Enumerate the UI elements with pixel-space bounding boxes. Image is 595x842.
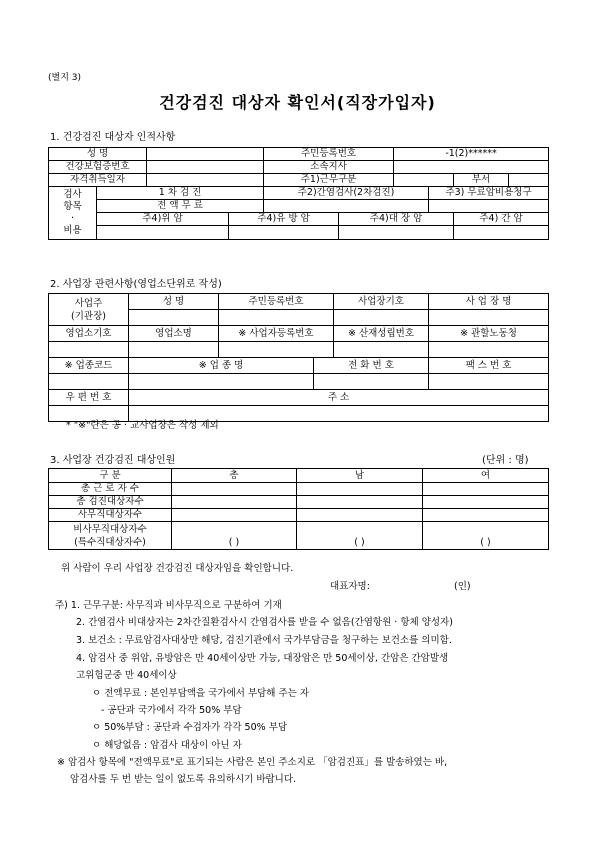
office-target-female[interactable] — [423, 509, 549, 522]
owner-name-value[interactable] — [129, 310, 219, 326]
business-symbol-value[interactable] — [334, 310, 429, 326]
owner-resident-no-value[interactable] — [219, 310, 334, 326]
industry-name-value[interactable] — [129, 374, 314, 390]
representative-label: 대표자명: — [330, 581, 370, 592]
industry-code-value[interactable] — [49, 374, 129, 390]
section-1-heading: 1. 건강검진 대상자 인적사항 — [50, 132, 176, 143]
name-value[interactable] — [147, 148, 264, 161]
half-pay-bullet: ㅇ 50%부담 : 공단과 수검자가 각각 50% 부담 — [92, 722, 288, 733]
branch-value[interactable] — [394, 161, 549, 174]
accident-insurance-no-value[interactable] — [334, 342, 429, 358]
colon-cancer-label: 주4)대 장 암 — [339, 213, 454, 226]
note-2: 2. 간염검사 비대상자는 2차간질환검사시 간염검사를 받을 수 없음(간염항원 · 항체 양성자) — [76, 617, 453, 628]
note-1: 주) 1. 근무구분: 사무직과 비사무직으로 구분하여 기재 — [55, 600, 282, 611]
zip-label: 우 편 번 호 — [49, 390, 129, 406]
office-target-label: 사무직대상자수 — [49, 509, 172, 522]
note-4-line-1: 4. 암검사 중 위암, 유방암은 만 40세이상만 가능, 대장암은 만 50세이상, 간암은 간암발생 — [76, 653, 449, 664]
breast-cancer-label: 주4)유 방 암 — [229, 213, 339, 226]
reminder-line-2: 암검사를 두 번 받는 일이 없도록 유의하시기 바랍니다. — [70, 774, 297, 785]
target-headcount-table — [48, 468, 549, 550]
business-symbol-label: 사업장기호 — [334, 294, 429, 310]
labor-office-value[interactable] — [429, 342, 549, 358]
dept-value[interactable] — [509, 174, 549, 187]
phone-label: 전 화 번 호 — [314, 358, 429, 374]
phone-value[interactable] — [314, 374, 429, 390]
section-3-heading: 3. 사업장 건강검진 대상인원 — [50, 455, 176, 466]
industry-code-label: ※ 업종코드 — [49, 358, 129, 374]
female-header: 여 — [423, 469, 549, 483]
nonoffice-target-label: 비사무직대상자수 (특수직대상자수) — [49, 522, 172, 550]
liver-cancer-value[interactable] — [454, 226, 549, 240]
total-target-label: 총 검진대상자수 — [49, 496, 172, 509]
worker-type-label: 주1)근무구분 — [264, 174, 394, 187]
full-free-label: 전 액 무 료 — [97, 200, 264, 213]
male-header: 남 — [297, 469, 423, 483]
total-target-male[interactable] — [297, 496, 423, 509]
accident-insurance-no-label: ※ 산재성립번호 — [334, 326, 429, 342]
colon-cancer-value[interactable] — [339, 226, 454, 240]
seal-label: (인) — [454, 581, 471, 592]
resident-no-value[interactable]: -1(2)****** — [394, 148, 549, 161]
resident-no-label: 주민등록번호 — [264, 148, 394, 161]
office-name-value[interactable] — [129, 342, 219, 358]
office-name-label: 영업소명 — [129, 326, 219, 342]
reminder-line-1: ※ 암검사 항목에 "전액무료"로 표기되는 사람은 본인 주소지로 「암검진표」를 발송하였는 바, — [57, 757, 448, 768]
office-target-total[interactable] — [172, 509, 297, 522]
free-cancer-claim-label: 주3) 무료암비용청구 — [429, 187, 549, 200]
note-3: 3. 보건소 : 무료암검사대상만 해당, 검진기관에서 국가부담금을 청구하는 보건소를 의미함. — [76, 635, 452, 646]
total-workers-label: 총 근 로 자 수 — [49, 483, 172, 496]
business-reg-no-label: ※ 사업자등록번호 — [219, 326, 334, 342]
owner-name-label: 성 명 — [129, 294, 219, 310]
qualification-date-label: 자격취득일자 — [49, 174, 147, 187]
exam-items-label: 검사 항목 · 비용 — [49, 187, 97, 240]
stomach-cancer-value[interactable] — [97, 226, 229, 240]
full-free-sub-bullet: - 공단과 국가에서 각각 50% 부담 — [101, 705, 242, 716]
nonoffice-target-male[interactable]: ( ) — [297, 522, 423, 550]
hepatitis-test-label: 주2)간염검사(2차검진) — [264, 187, 429, 200]
total-header: 총 — [172, 469, 297, 483]
personal-info-table — [48, 147, 549, 240]
office-symbol-value[interactable] — [49, 342, 129, 358]
business-info-table — [48, 293, 549, 422]
name-label: 성 명 — [49, 148, 147, 161]
branch-label: 소속지사 — [264, 161, 394, 174]
nonoffice-target-total[interactable]: ( ) — [172, 522, 297, 550]
nonoffice-target-female[interactable]: ( ) — [423, 522, 549, 550]
hepatitis-test-value[interactable] — [264, 200, 429, 213]
note-4-line-2: 고위험군중 만 40세이상 — [76, 670, 177, 681]
qualification-date-value[interactable] — [147, 174, 264, 187]
owner-resident-no-label: 주민등록번호 — [219, 294, 334, 310]
confirmation-statement: 위 사람이 우리 사업장 건강검진 대상자임을 확인합니다. — [61, 563, 294, 574]
page-title: 건강검진 대상자 확인서(직장가입자) — [159, 93, 436, 112]
total-workers-total[interactable] — [172, 483, 297, 496]
breast-cancer-value[interactable] — [229, 226, 339, 240]
business-name-label: 사 업 장 명 — [429, 294, 549, 310]
business-reg-no-value[interactable] — [219, 342, 334, 358]
free-cancer-claim-value[interactable] — [429, 200, 549, 213]
business-name-value[interactable] — [429, 310, 549, 326]
office-target-male[interactable] — [297, 509, 423, 522]
office-symbol-label: 영업소기호 — [49, 326, 129, 342]
section-2-heading: 2. 사업장 관련사항(영업소단위로 작성) — [50, 279, 222, 290]
not-applicable-bullet: ㅇ 해당없음 : 암검사 대상이 아닌 자 — [92, 740, 242, 751]
unit-label: (단위 : 명) — [482, 455, 529, 466]
liver-cancer-label: 주4) 간 암 — [454, 213, 549, 226]
total-workers-male[interactable] — [297, 483, 423, 496]
owner-label: 사업주 (기관장) — [49, 294, 129, 326]
section-2-footnote: * "※"란은 공 · 교사업장은 작성 제외 — [66, 420, 219, 431]
fax-value[interactable] — [429, 374, 549, 390]
insurance-no-label: 건강보험증번호 — [49, 161, 147, 174]
labor-office-label: ※ 관할노동청 — [429, 326, 549, 342]
dept-label: 부서 — [454, 174, 509, 187]
attachment-label: (별지 3) — [48, 73, 81, 83]
total-workers-female[interactable] — [423, 483, 549, 496]
total-target-total[interactable] — [172, 496, 297, 509]
address-label: 주 소 — [129, 390, 549, 406]
industry-name-label: ※ 업 종 명 — [129, 358, 314, 374]
category-header: 구 분 — [49, 469, 172, 483]
worker-type-value[interactable] — [394, 174, 454, 187]
stomach-cancer-label: 주4)위 암 — [97, 213, 229, 226]
total-target-female[interactable] — [423, 496, 549, 509]
full-free-bullet: ㅇ 전액무료 : 본인부담액을 국가에서 부담해 주는 자 — [92, 688, 310, 699]
insurance-no-value[interactable] — [147, 161, 264, 174]
fax-label: 팩 스 번 호 — [429, 358, 549, 374]
first-exam-label: 1 차 검 진 — [97, 187, 264, 200]
